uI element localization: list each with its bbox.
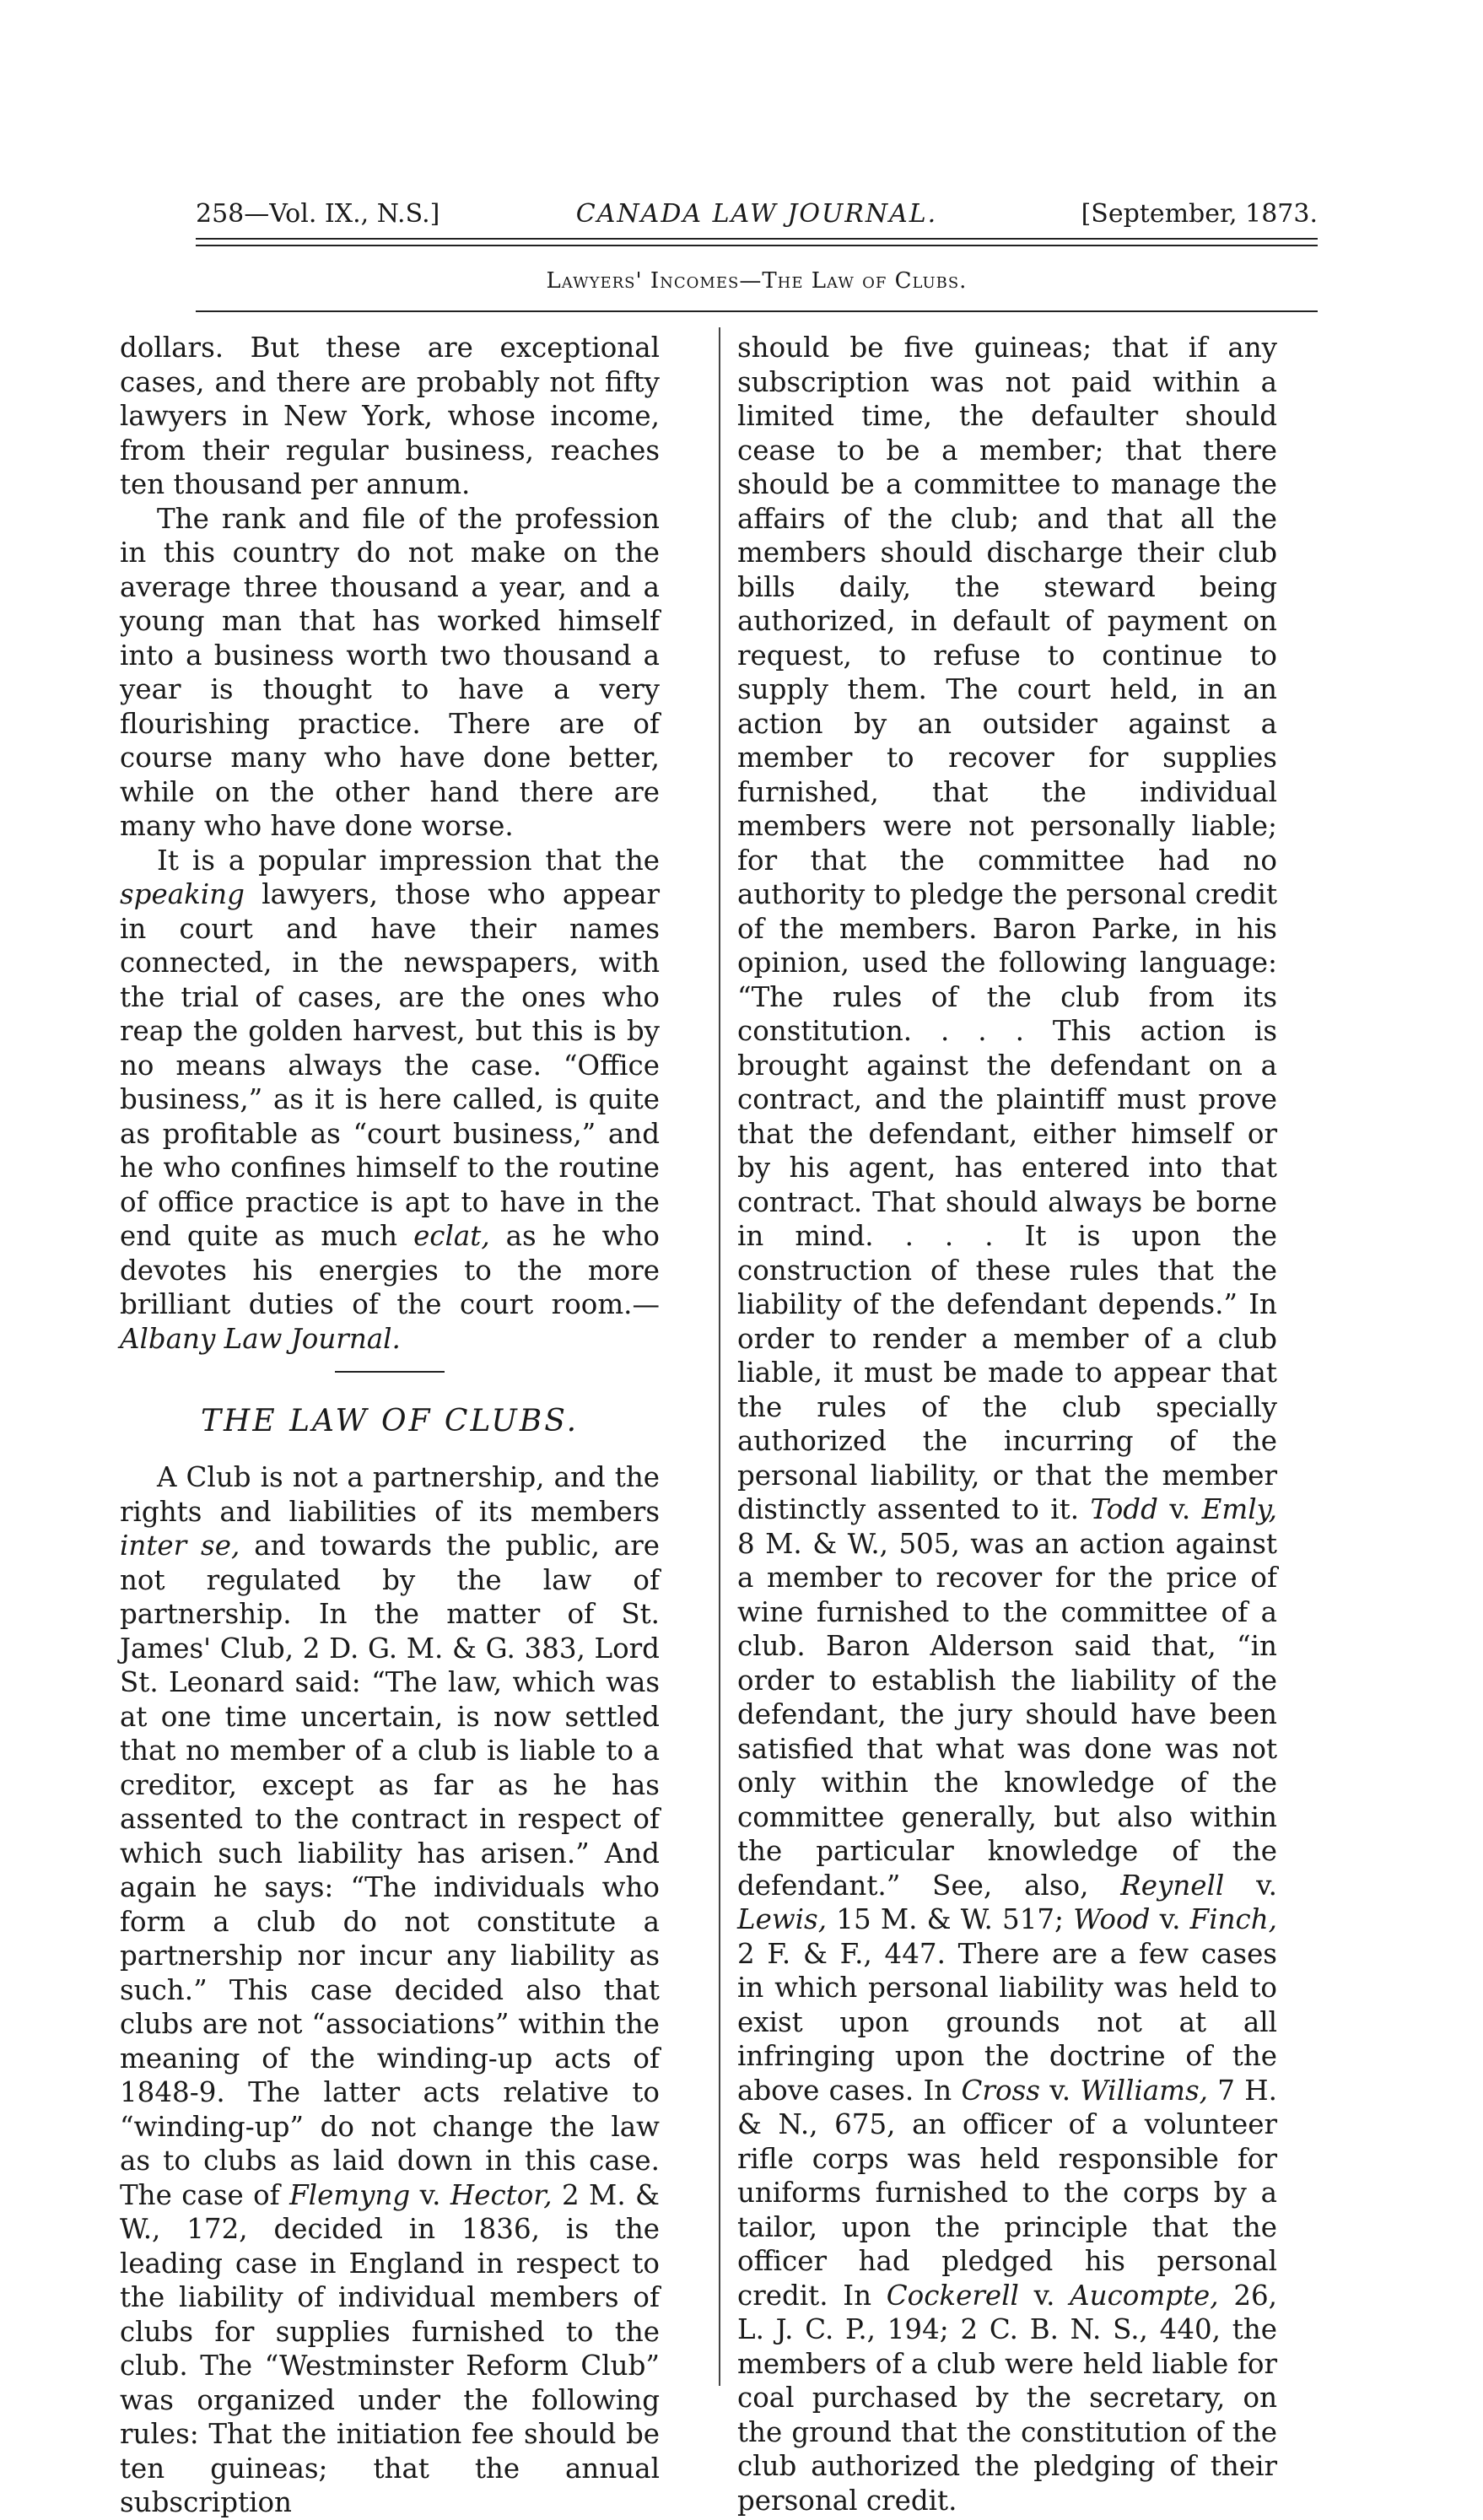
paragraph: should be five guineas; that if any subscription was not paid within a limited time, the defaulter should cease to be a member; that there should be a committee to manage the affairs of the club; and that all the members should discharge their club bills daily, the steward being authorized, in default of payment on request, to refuse to continue to supply them. The court held, in an action by an outsider against a member to recover for supplies furnished, that the individual members were not personally liable; for that the committee had no authority to pledge the personal credit of the members. Baron Parke, in his opinion, used the following language: “The rules of the club from its constitution. . . . This action is brought against the defendant on a contract, and the plaintiff must prove that the defendant, either himself or by his agent, has entered into that contract. That should always be borne in mind. . . . It is upon the construction of these rules that the liability of the defendant depends.” In order to render a member of a club liable, it must be made to appear that the rules of the club specially authorized the incurring of the personal liability, or that the member distinctly assented to it. Todd v. Emly, 8 M. & W., 505, was an action against a member to recover for the price of wine furnished to the committee of a club. Baron Alderson said that, “in order to establish the liability of the defendant, the jury should have been satisfied that what was done was not only within the knowledge of the committee generally, but also within the particular knowledge of the defendant.” See, also, Reynell v. Lewis, 15 M. & W. 517; Wood v. Finch, 2 F. & F., 447. There are a few cases in which personal liability was held to exist upon grounds not at all infringing upon the doctrine of the above cases. In Cross v. Williams, 7 H. & N., 675, an officer of a volunteer rifle corps was held responsible for uniforms furnished to the corps by a tailor, upon the principle that the officer had pledged his personal credit. In Cockerell v. Aucompte, 26, L. J. C. P., 194; 2 C. B. N. S., 440, the members of a club were held liable for coal purchased by the secretary, on the ground that the constitution of the club authorized the pledging of their personal credit. — [737, 332, 1277, 2517]
section-heading: Lawyers' Incomes—The Law of Clubs. — [546, 268, 968, 294]
paragraph: The rank and file of the profession in this country do not make on the average three thousand a year, and a young man that has worked himself into a business worth two thousand a year is thought to have a very flourishing practice. There are of course many who have done better, while on the other hand there are many who have done worse. — [120, 502, 660, 842]
left-column — [120, 331, 660, 2520]
case-name: Williams, — [1080, 2074, 1208, 2107]
column-divider — [719, 327, 720, 2386]
case-name: Hector, — [450, 2178, 553, 2211]
case-name: Reynell — [1120, 1869, 1225, 1902]
header-rule-bottom — [196, 245, 1318, 246]
case-name: Flemyng — [289, 2178, 411, 2211]
emphasis: speaking — [120, 878, 245, 910]
case-name: Aucompte, — [1070, 2279, 1219, 2312]
running-header — [196, 196, 1318, 233]
paragraph: dollars. But these are exceptional cases, and there are probably not fifty lawyers in New York, whose income, from their regular business, reaches ten thousand per annum. — [120, 332, 660, 500]
header-rule-top — [196, 238, 1318, 240]
source-citation: Albany Law Journal. — [120, 1322, 401, 1355]
case-name: Cross — [961, 2074, 1040, 2107]
case-name: Lewis, — [737, 1903, 828, 1935]
article-title: THE LAW OF CLUBS. — [200, 1404, 580, 1438]
section-rule — [196, 310, 1318, 312]
paragraph: It is a popular impression that the speaking lawyers, those who appear in court and have their names connected, in the newspapers, with the trial of cases, are the ones who reap the golden harvest, but this is by no means always the case. “Office business,” as it is here called, is quite as profitable as “court business,” and he who confines himself to the routine of office practice is apt to have in the end quite as much eclat, as he who devotes his energies to the more brilliant duties of the court room.—Albany Law Journal. — [120, 844, 660, 1355]
case-name: Finch, — [1189, 1903, 1277, 1935]
case-name: Emly, — [1201, 1493, 1277, 1525]
issue-date: [September, 1873. — [1081, 199, 1318, 229]
right-column — [737, 331, 1277, 2517]
page-volume-label: 258—Vol. IX., N.S.] — [196, 199, 440, 229]
emphasis: inter se, — [120, 1530, 240, 1562]
case-name: Wood — [1073, 1903, 1151, 1935]
emphasis: eclat, — [413, 1220, 490, 1252]
paragraph: A Club is not a partnership, and the rights and liabilities of its members inter se, and towards the public, are not regulated by the law of partnership. In the matter of St. James' Club, 2 D. G. M. & G. 383, Lord St. Leonard said: “The law, which was at one time uncertain, is now settled that no member of a club is liable to a creditor, except as far as he has assented to the contract in respect of which such liability has arisen.” And again he says: “The individuals who form a club do not constitute a partnership nor incur any liability as such.” This case decided also that clubs are not “associations” within the meaning of the winding-up acts of 1848-9. The latter acts relative to “winding-up” do not change the law as to clubs as laid down in this case. The case of Flemyng v. Hector, 2 M. & W., 172, decided in 1836, is the leading case in England in respect to the liability of individual members of clubs for supplies furnished to the club. The “Westminster Reform Club” was organized under the following rules: That the initiation fee should be ten guineas; that the annual subscription — [120, 1461, 660, 2518]
case-name: Cockerell — [886, 2279, 1019, 2312]
article-divider — [335, 1371, 445, 1373]
case-name: Todd — [1090, 1493, 1158, 1525]
journal-title: CANADA LAW JOURNAL. — [575, 199, 938, 229]
